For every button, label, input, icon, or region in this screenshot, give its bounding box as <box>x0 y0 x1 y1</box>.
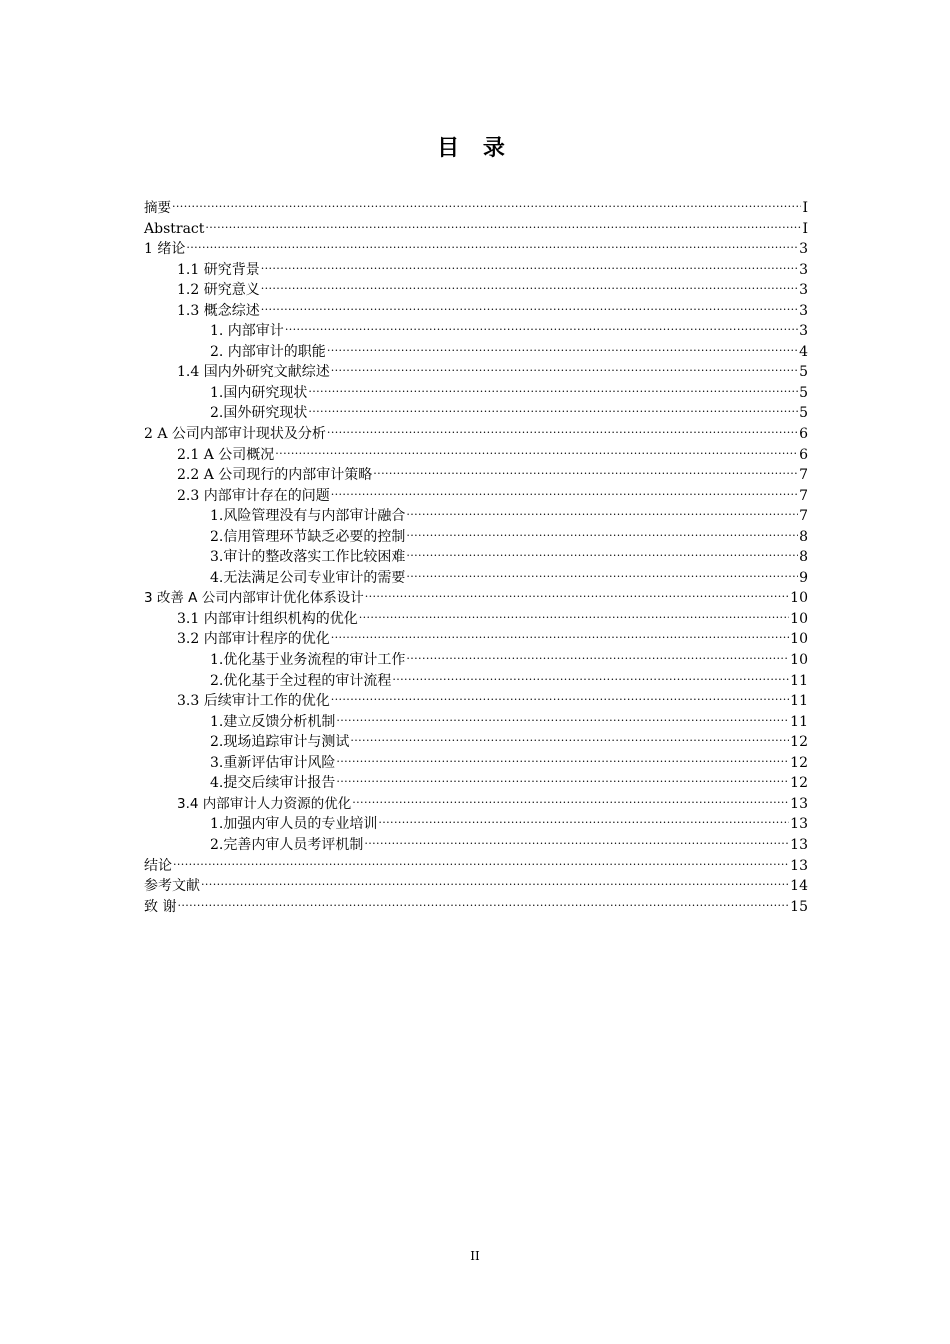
toc-dot-leader <box>406 562 798 582</box>
toc-dot-leader <box>365 582 789 602</box>
toc-dot-leader <box>336 767 789 787</box>
toc-entry-page: 10 <box>790 590 808 607</box>
toc-entry-title: 1.加强内审人员的专业培训 <box>210 816 378 833</box>
toc-entry-title: 2.国外研究现状 <box>210 405 308 422</box>
page-title: 目 录 <box>437 136 513 161</box>
toc-dot-leader <box>392 665 789 685</box>
toc-entry-page: 3 <box>799 241 808 258</box>
toc-dot-leader <box>352 788 789 808</box>
toc-entry-page: 8 <box>799 549 808 566</box>
toc-dot-leader <box>201 870 789 890</box>
toc-dot-leader <box>406 644 789 664</box>
toc-entry-page: 11 <box>790 693 808 710</box>
toc-dot-leader <box>350 726 789 746</box>
toc-entry-title: 结论 <box>144 857 172 874</box>
toc-entry-page: 7 <box>799 467 808 484</box>
toc-entry-title: 1.建立反馈分析机制 <box>210 713 336 730</box>
toc-dot-leader <box>359 603 789 623</box>
toc-dot-leader <box>331 480 798 500</box>
toc-entry-page: 13 <box>790 795 808 812</box>
toc-dot-leader <box>308 377 798 397</box>
toc-entry-page: 4 <box>799 343 808 360</box>
toc-entry-title: 3.3 后续审计工作的优化 <box>177 693 330 710</box>
toc-dot-leader <box>336 747 789 767</box>
toc-entry-title: 1.2 研究意义 <box>177 282 260 299</box>
toc-entry-page: 10 <box>790 610 808 627</box>
toc-entry-title: 3.重新评估审计风险 <box>210 754 336 771</box>
toc-dot-leader <box>308 397 798 417</box>
toc-dot-leader <box>186 233 798 253</box>
toc-entry-page: 3 <box>799 302 808 319</box>
toc-entry-page: I <box>802 200 808 216</box>
toc-dot-leader <box>406 541 798 561</box>
toc-entry-title: 1. 内部审计 <box>210 323 284 340</box>
toc-dot-leader <box>261 274 798 294</box>
toc-entry-page: 5 <box>799 405 808 422</box>
toc-entry-title: 1.风险管理没有与内部审计融合 <box>210 508 406 525</box>
toc-entry-page: 10 <box>790 631 808 648</box>
toc-dot-leader <box>327 336 798 356</box>
toc-dot-leader <box>373 459 798 479</box>
toc-entry-title: 2 A 公司内部审计现状及分析 <box>144 426 326 443</box>
toc-entry[interactable] <box>144 233 808 258</box>
toc-dot-leader <box>177 891 789 911</box>
toc-entry-title: 2.1 A 公司概况 <box>177 446 275 463</box>
toc-entry-page: 11 <box>790 672 808 689</box>
toc-dot-leader <box>364 829 789 849</box>
toc-entry-title: 2. 内部审计的职能 <box>210 343 326 360</box>
toc-entry-title: 2.优化基于全过程的审计流程 <box>210 672 392 689</box>
toc-dot-leader <box>378 808 789 828</box>
toc-entry-title: 1.国内研究现状 <box>210 384 308 401</box>
toc-entry-title: 3.2 内部审计程序的优化 <box>177 631 330 648</box>
toc-entry-title: 3.4 内部审计人力资源的优化 <box>177 795 352 812</box>
toc-entry-page: I <box>802 220 808 237</box>
toc-entry-page: 7 <box>799 508 808 525</box>
toc-entry-title: 1.3 概念综述 <box>177 302 260 319</box>
toc-dot-leader <box>327 418 798 438</box>
toc-entry-title: Abstract <box>144 220 205 237</box>
toc-entry-title: 参考文献 <box>144 878 200 895</box>
toc-entry-page: 12 <box>790 734 808 751</box>
toc-entry-page: 13 <box>790 857 808 874</box>
toc-entry[interactable] <box>144 254 808 278</box>
toc-entry-page: 12 <box>790 754 808 771</box>
toc-entry-page: 15 <box>790 898 808 915</box>
toc-dot-leader <box>261 295 798 315</box>
toc-entry-title: 2.信用管理环节缺乏必要的控制 <box>210 528 406 545</box>
toc-dot-leader <box>336 706 789 726</box>
toc-dot-leader <box>406 521 798 541</box>
toc-dot-leader <box>331 356 798 376</box>
toc-entry[interactable] <box>144 891 808 915</box>
toc-entry-page: 3 <box>799 323 808 340</box>
toc-entry-page: 13 <box>790 836 808 853</box>
toc-entry-title: 1.1 研究背景 <box>177 261 260 278</box>
toc-entry[interactable] <box>144 192 808 216</box>
toc-entry-title: 致 谢 <box>144 898 177 915</box>
toc-entry-title: 4.提交后续审计报告 <box>210 775 336 792</box>
toc-entry-title: 摘要 <box>144 200 171 216</box>
toc-dot-leader <box>205 213 801 233</box>
toc-entry-page: 10 <box>790 652 808 669</box>
toc-entry-page: 5 <box>799 384 808 401</box>
toc-dot-leader <box>285 315 798 335</box>
toc-entry-page: 5 <box>799 364 808 381</box>
toc-entry-page: 9 <box>799 569 808 586</box>
toc-dot-leader <box>406 500 798 520</box>
toc-dot-leader <box>172 192 801 212</box>
toc-entry-page: 6 <box>799 446 808 463</box>
toc-entry-title: 2.现场追踪审计与测试 <box>210 734 350 751</box>
toc-entry-page: 3 <box>799 282 808 299</box>
toc-dot-leader <box>173 850 789 870</box>
toc-entry-page: 7 <box>799 487 808 504</box>
toc-entry-title: 2.2 A 公司现行的内部审计策略 <box>177 467 373 484</box>
toc-entry-page: 11 <box>790 713 808 730</box>
toc-entry-title: 1.4 国内外研究文献综述 <box>177 364 330 381</box>
toc-dot-leader <box>261 254 798 274</box>
toc-entry-title: 1.优化基于业务流程的审计工作 <box>210 652 406 669</box>
toc-entry-title: 1 绪论 <box>144 241 186 258</box>
toc-entry-title: 4.无法满足公司专业审计的需要 <box>210 569 406 586</box>
toc-entry-page: 3 <box>799 261 808 278</box>
toc-entry-page: 14 <box>790 878 808 895</box>
toc-dot-leader <box>331 685 789 705</box>
toc-entry-title: 2.3 内部审计存在的问题 <box>177 487 330 504</box>
toc-entry-title: 3.1 内部审计组织机构的优化 <box>177 610 358 627</box>
toc-entry-title: 2.完善内审人员考评机制 <box>210 836 364 853</box>
table-of-contents <box>144 192 808 915</box>
page-number-footer: II <box>470 1249 480 1263</box>
toc-entry-page: 12 <box>790 775 808 792</box>
toc-dot-leader <box>331 623 789 643</box>
toc-entry-page: 8 <box>799 528 808 545</box>
toc-entry-title: 3.审计的整改落实工作比较困难 <box>210 549 406 566</box>
toc-dot-leader <box>275 439 798 459</box>
toc-entry-page: 6 <box>799 426 808 443</box>
toc-entry[interactable] <box>144 213 808 237</box>
toc-entry-page: 13 <box>790 816 808 833</box>
toc-entry[interactable] <box>144 850 808 874</box>
toc-entry-title: 3 改善 A 公司内部审计优化体系设计 <box>144 590 364 607</box>
toc-entry[interactable] <box>144 870 808 895</box>
